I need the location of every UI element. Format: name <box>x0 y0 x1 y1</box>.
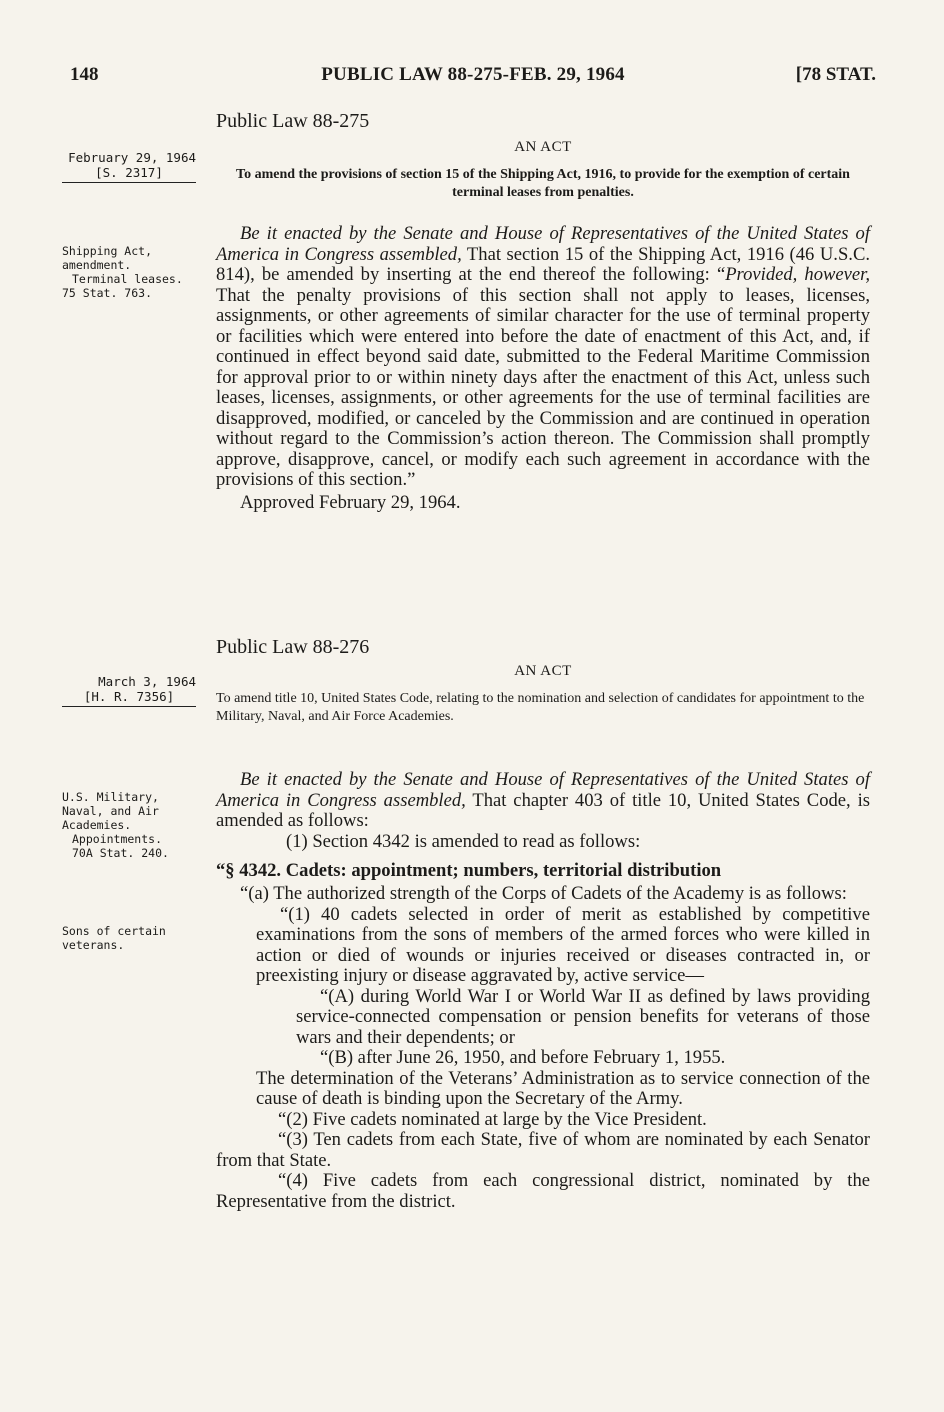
paragraph-A: “(A) during World War I or World War II as defined by laws providing service-connected compensation or pension benefits for veterans of those wars and their dependents; or <box>296 985 870 1048</box>
act-label: AN ACT <box>514 663 572 679</box>
paragraph-3: “(3) Ten cadets from each State, five of whom are nominated by each Senator from that State. <box>216 1129 870 1171</box>
margin-note-line: amendment. <box>62 258 132 272</box>
act-purpose: To amend title 10, United States Code, relating to the nomination and selection of candidates for appointment to the Military, Naval, and Air Force Academies. <box>216 691 865 724</box>
enacting-clause: Be it enacted by the Senate and House of Representatives of the United States of America in Congress assembled, <box>216 223 870 265</box>
proviso: Provided, however, <box>725 264 870 285</box>
amendment-item: (1) Section 4342 is amended to read as follows: <box>286 830 641 852</box>
margin-note-line: Terminal leases. <box>72 272 183 286</box>
enacting-clause: Be it enacted by the Senate and House of Representatives of the United States of America in Congress assembled, <box>216 769 870 811</box>
page-number: 148 <box>70 64 99 85</box>
law-date-block <box>62 674 196 707</box>
running-header <box>70 64 876 96</box>
law-number: Public Law 88-275 <box>216 110 370 132</box>
paragraph-a: “(a) The authorized strength of the Corps of Cadets of the Academy is as follows: <box>240 883 847 904</box>
law-date: March 3, 1964 <box>98 674 196 689</box>
law-text <box>216 224 870 513</box>
margin-note <box>62 790 212 860</box>
section-heading: “§ 4342. Cadets: appointment; numbers, territorial distribution <box>216 860 722 881</box>
bill-number: [H. R. 7356] <box>62 689 196 707</box>
margin-note-line: 75 Stat. 763. <box>62 286 153 300</box>
law-date: February 29, 1964 <box>68 150 196 165</box>
body-text: That chapter 403 of title 10, United States Code, is amended as follows: <box>216 789 870 831</box>
volume-label: [78 STAT. <box>795 64 876 85</box>
margin-note <box>62 244 212 300</box>
paragraph-1: “(1) 40 cadets selected in order of merit as established by competitive examinations from the sons of members of the armed forces who were killed in action or died of wounds or injuries received or diseases contracted in, or preexisting injury or disease aggravated by, active service— <box>256 903 870 986</box>
bill-number: [S. 2317] <box>62 165 196 183</box>
paragraph-2: “(2) Five cadets nominated at large by the Vice President. <box>278 1108 707 1130</box>
header-title: PUBLIC LAW 88-275-FEB. 29, 1964 <box>321 64 625 85</box>
paragraph-4: “(4) Five cadets from each congressional district, nominated by the Representative from the district. <box>216 1170 870 1212</box>
law-text <box>216 770 870 852</box>
act-purpose: To amend the provisions of section 15 of the Shipping Act, 1916, to provide for the exemption of certain terminal leases from penalties. <box>236 167 850 200</box>
margin-note-line: Appointments. <box>72 832 163 846</box>
approval-date: Approved February 29, 1964. <box>240 491 461 513</box>
margin-note <box>62 924 212 952</box>
law-date-block <box>62 150 196 183</box>
margin-note-line: Shipping Act, <box>62 244 153 258</box>
margin-note-line: Naval, and Air <box>62 804 159 818</box>
margin-note-line: U.S. Military, <box>62 790 159 804</box>
determination-text: The determination of the Veterans’ Administration as to service connection of the cause of death is binding upon the Secretary of the Army. <box>256 1067 870 1109</box>
margin-note-line: Academies. <box>62 818 132 832</box>
margin-note-line: Sons of certain <box>62 924 166 938</box>
margin-note-line: 70A Stat. 240. <box>72 846 169 860</box>
body-text: That section 15 of the Shipping Act, 1916 (46 U.S.C. 814), be amended by inserting at the end thereof the following: “ <box>216 243 870 285</box>
section-text <box>216 884 870 1212</box>
law-number: Public Law 88-276 <box>216 636 370 658</box>
paragraph-B: “(B) after June 26, 1950, and before February 1, 1955. <box>320 1047 726 1068</box>
margin-note-line: veterans. <box>62 938 125 952</box>
act-label: AN ACT <box>514 139 572 155</box>
body-text: That the penalty provisions of this section shall not apply to leases, licenses, assignments, or other agreements of similar character for the use of terminal property or facilities which were entered into before the date of enactment of this Act, and, if continued in effect beyond said date, submitted to the Federal Maritime Commission for approval prior to or within ninety days after the enactment of this Act, unless such leases, licenses, assignments, or other agreements for the use of terminal facilities are disapproved, modified, or canceled by the Commission and are continued in operation without regard to the Commission’s action thereon. The Commission shall promptly approve, disapprove, cancel, or modify each such agreement in accordance with the provisions of this section.” <box>216 284 870 490</box>
